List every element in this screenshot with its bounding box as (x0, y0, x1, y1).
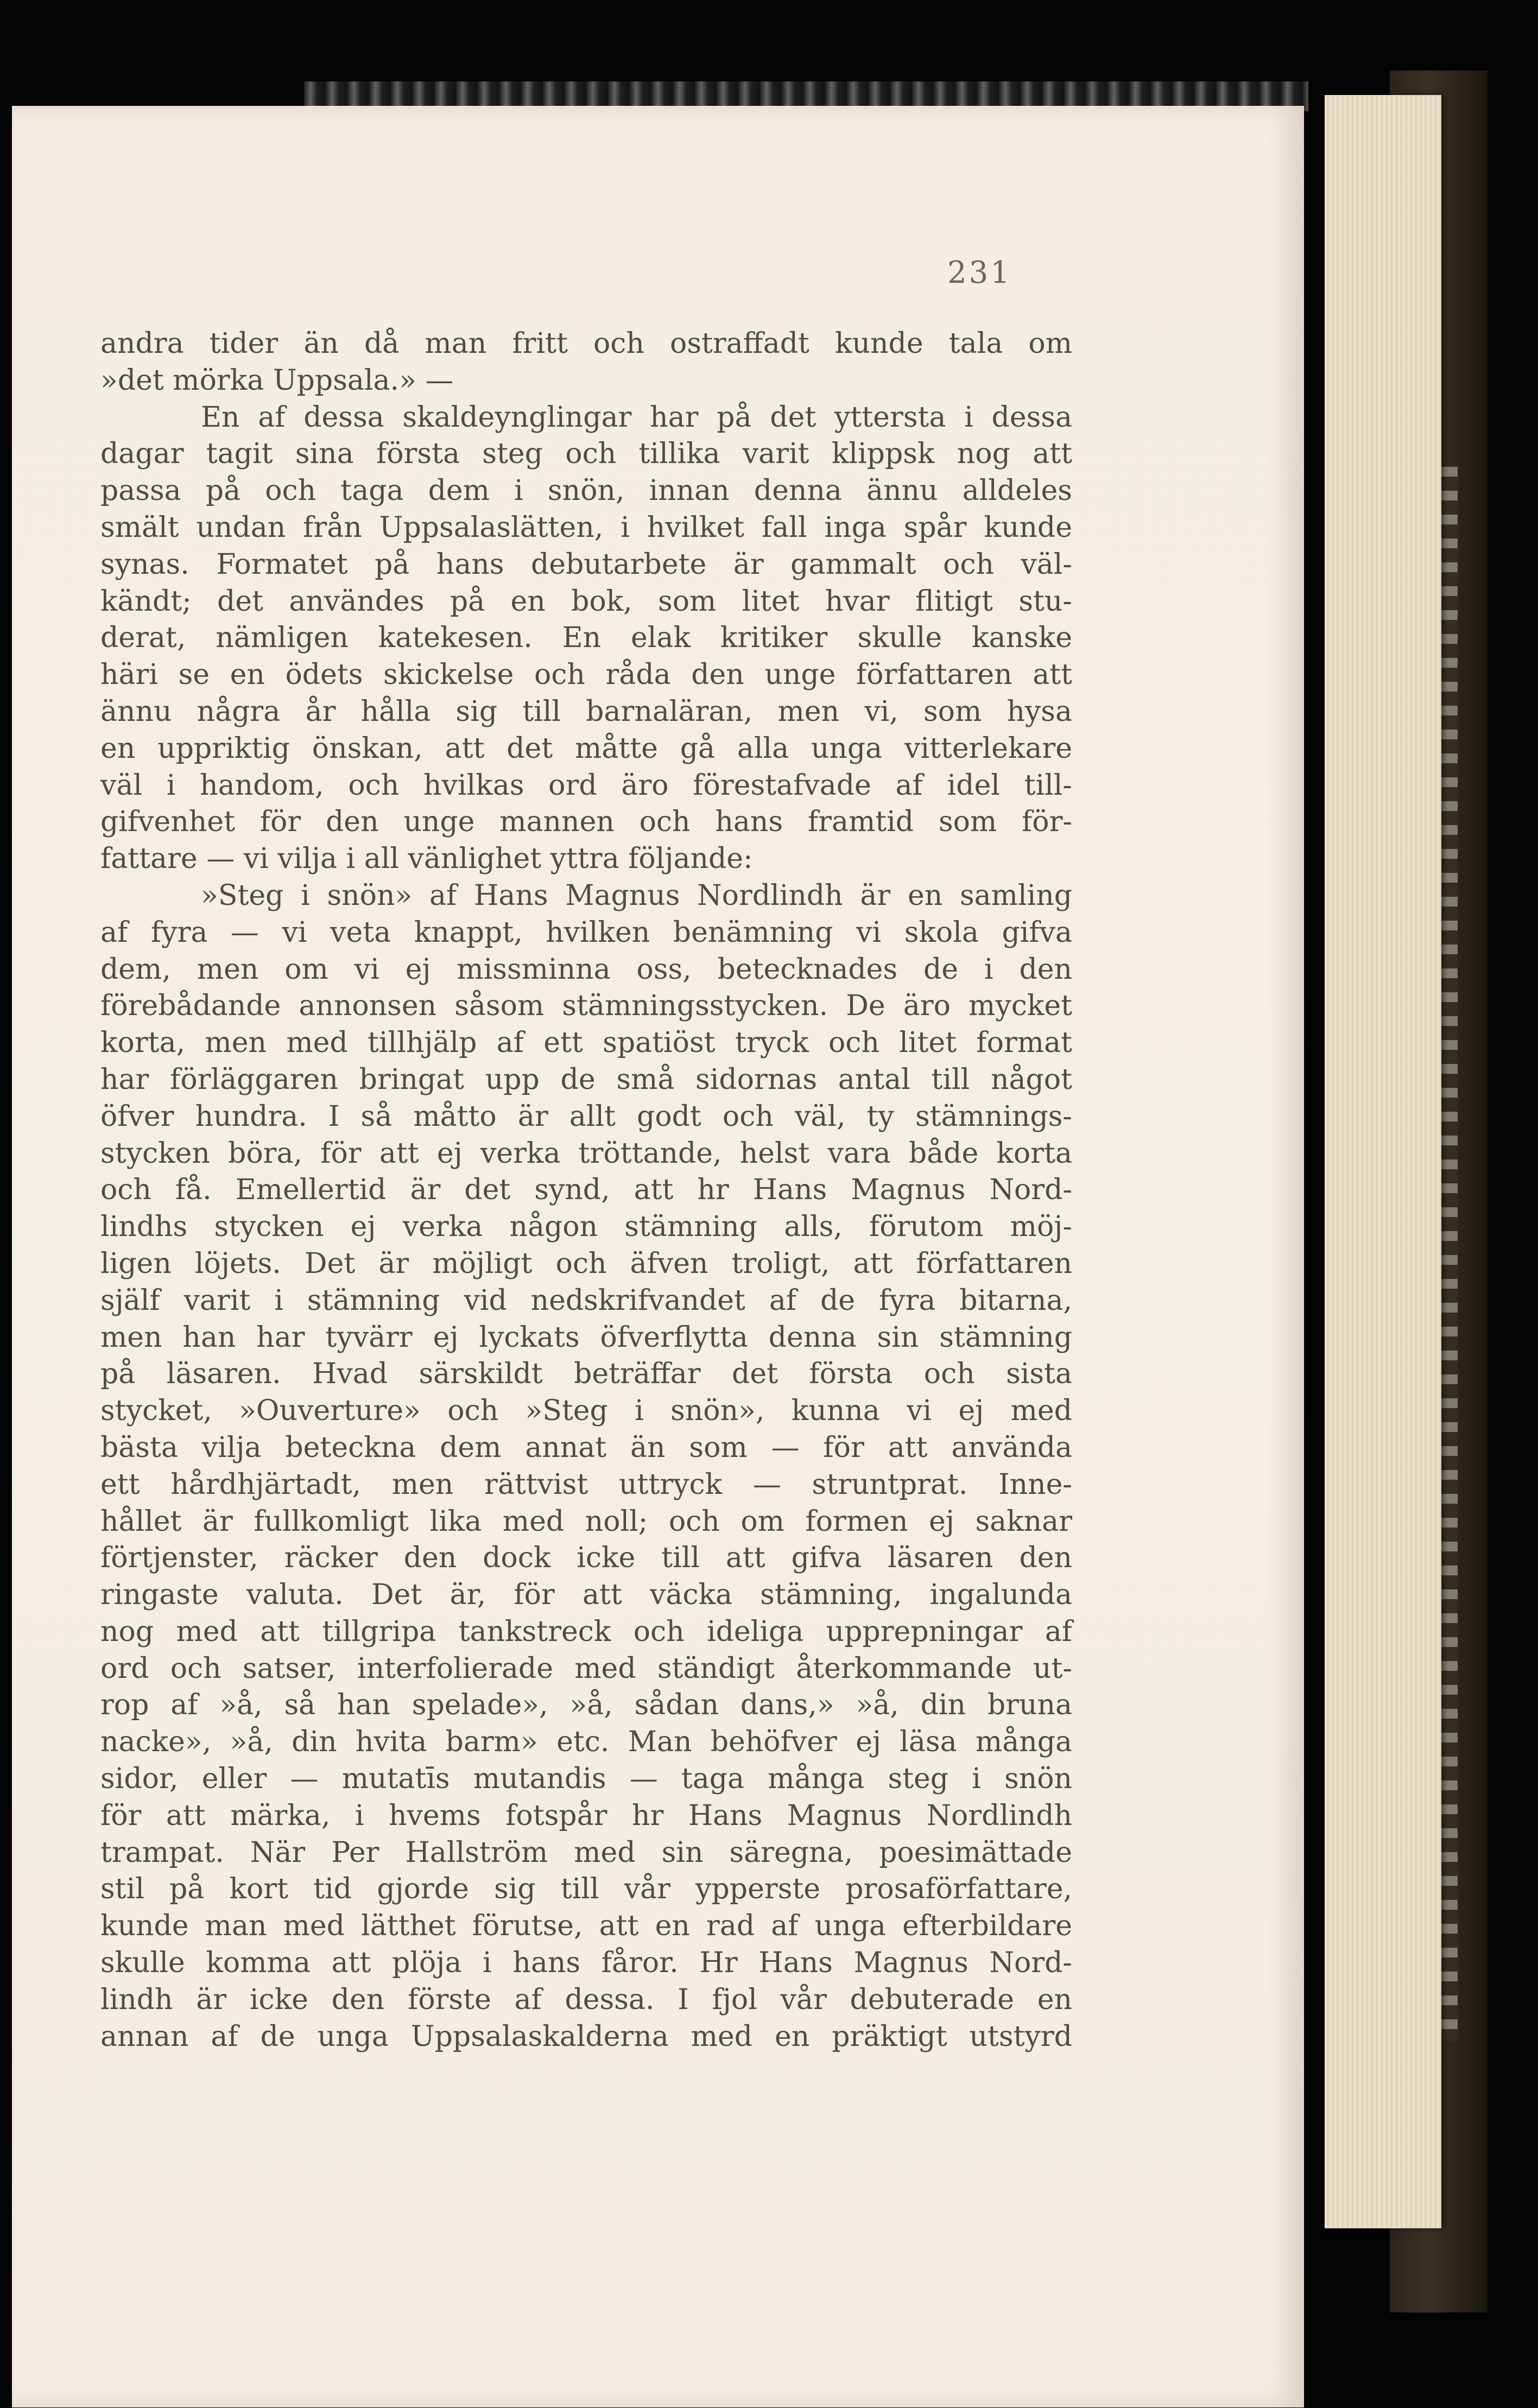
text-line: dem, men om vi ej missminna oss, betecknades de i den (100, 953, 1072, 986)
text-line: bästa vilja beteckna dem annat än som — för att använda (100, 1431, 1072, 1464)
text-line: af fyra — vi veta knappt, hvilken benämning vi skola gifva (100, 916, 1072, 949)
text-line: korta, men med tillhjälp af ett spatiöst tryck och litet format (100, 1026, 1072, 1060)
text-line: lindh är icke den förste af dessa. I fjol vår debuterade en (100, 1983, 1072, 2016)
text-line: häri se en ödets skickelse och råda den unge författaren att (100, 658, 1072, 692)
text-line: hållet är fullkomligt lika med noll; och om formen ej saknar (100, 1505, 1072, 1538)
text-line: »det mörka Uppsala.» — (100, 364, 454, 397)
text-line: andra tider än då man fritt och ostraffadt kunde tala om (100, 327, 1072, 360)
text-line: förtjenster, räcker den dock icke till att gifva läsaren den (100, 1542, 1072, 1575)
text-line: lindhs stycken ej verka någon stämning alls, förutom möj- (100, 1211, 1072, 1244)
text-line: gifvenhet för den unge mannen och hans framtid som för- (100, 806, 1072, 839)
text-line: ligen löjets. Det är möjligt och äfven troligt, att författaren (100, 1247, 1072, 1280)
text-line: på läsaren. Hvad särskildt beträffar det första och sista (100, 1358, 1072, 1391)
text-line: nacke», »å, din hvita barm» etc. Man behöfver ej läsa många (100, 1726, 1072, 1759)
page-number: 231 (947, 255, 1012, 290)
text-line: och få. Emellertid är det synd, att hr Hans Magnus Nord- (100, 1174, 1072, 1207)
text-line: smält undan från Uppsalaslätten, i hvilket fall inga spår kunde (100, 511, 1072, 544)
text-line: dagar tagit sina första steg och tillika varit klippsk nog att (100, 438, 1072, 471)
text-line: passa på och taga dem i snön, innan denna ännu alldeles (100, 474, 1072, 508)
page-edges (1325, 95, 1441, 2228)
text-line: annan af de unga Uppsalaskalderna med en präktigt utstyrd (100, 2020, 1072, 2053)
text-line: ett hårdhjärtadt, men rättvist uttryck — struntprat. Inne- (100, 1468, 1072, 1501)
text-line: ord och satser, interfolierade med ständigt återkommande ut- (100, 1652, 1072, 1685)
text-line: själf varit i stämning vid nedskrifvandet af de fyra bitarna, (100, 1284, 1072, 1317)
text-line: fattare — vi vilja i all vänlighet yttra följande: (100, 842, 753, 876)
text-line: trampat. När Per Hallström med sin säregna, poesimättade (100, 1836, 1072, 1869)
text-line: öfver hundra. I så måtto är allt godt och väl, ty stämnings- (100, 1100, 1072, 1133)
text-line: En af dessa skaldeynglingar har på det yttersta i dessa (201, 401, 1072, 434)
text-line: ringaste valuta. Det är, för att väcka stämning, ingalunda (100, 1579, 1072, 1612)
text-line: nog med att tillgripa tankstreck och ideliga upprepningar af (100, 1615, 1072, 1648)
text-line: rop af »å, så han spelade», »å, sådan dans,» »å, din bruna (100, 1689, 1072, 1722)
page-body-text (100, 326, 1072, 2055)
text-line: men han har tyvärr ej lyckats öfverflytta denna sin stämning (100, 1321, 1072, 1354)
text-line: en uppriktig önskan, att det måtte gå alla unga vitterlekare (100, 732, 1072, 765)
text-line: stycken böra, för att ej verka tröttande, helst vara både korta (100, 1137, 1072, 1170)
text-line: stil på kort tid gjorde sig till vår ypperste prosaförfattare, (100, 1873, 1072, 1906)
text-line: kunde man med lätthet förutse, att en rad af unga efterbildare (100, 1910, 1072, 1943)
text-line: »Steg i snön» af Hans Magnus Nordlindh är en samling (201, 879, 1072, 912)
text-line: har förläggaren bringat upp de små sidornas antal till något (100, 1063, 1072, 1096)
text-line: stycket, »Ouverture» och »Steg i snön», kunna vi ej med (100, 1395, 1072, 1428)
text-line: sidor, eller — mutatīs mutandis — taga många steg i snön (100, 1763, 1072, 1796)
text-line: väl i handom, och hvilkas ord äro förestafvade af idel till- (100, 769, 1072, 802)
text-line: derat, nämligen katekesen. En elak kritiker skulle kanske (100, 622, 1072, 655)
text-line: för att märka, i hvems fotspår hr Hans Magnus Nordlindh (100, 1799, 1072, 1832)
text-line: förebådande annonsen såsom stämningsstycken. De äro mycket (100, 990, 1072, 1023)
text-line: skulle komma att plöja i hans fåror. Hr Hans Magnus Nord- (100, 1947, 1072, 1980)
text-line: kändt; det användes på en bok, som litet hvar flitigt stu- (100, 585, 1072, 618)
text-line: ännu några år hålla sig till barnaläran, men vi, som hysa (100, 695, 1072, 728)
text-line: synas. Formatet på hans debutarbete är gammalt och väl- (100, 548, 1072, 581)
